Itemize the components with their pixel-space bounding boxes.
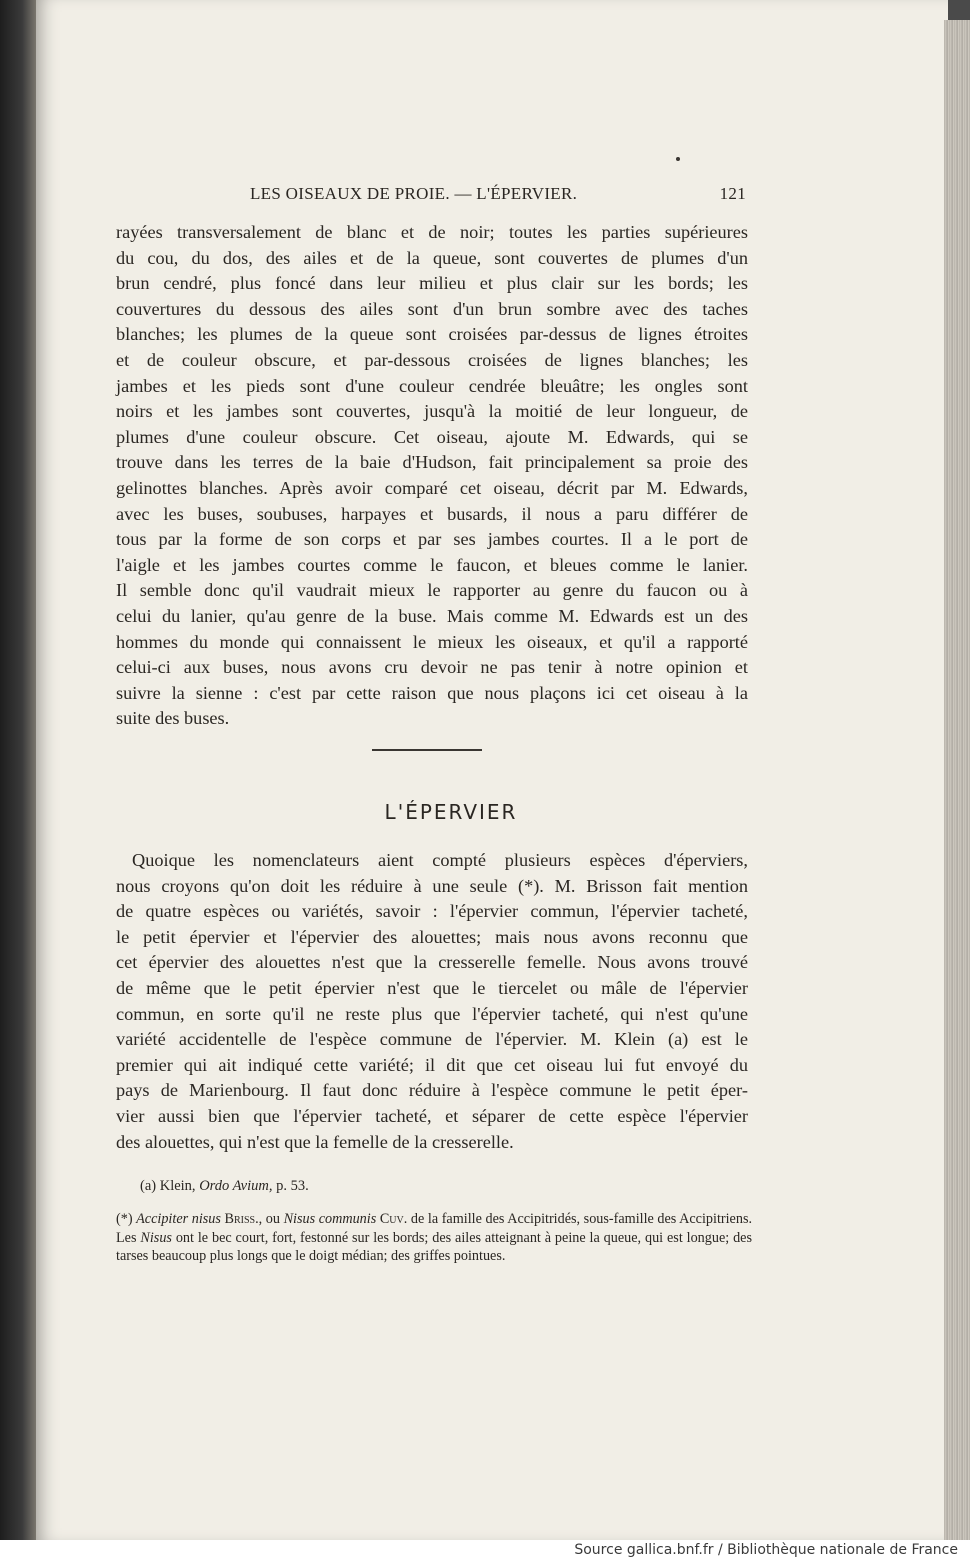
footnote-page: p. 53.	[276, 1178, 309, 1194]
page-number: 121	[719, 184, 746, 203]
text-line: trouve dans les terres de la baie d'Hudson, fait principalement sa proie des	[116, 452, 748, 473]
footnote-text: ont le bec court, fort, festonné sur les bords; des ailes atteignant à peine la queue, qui est longue; des tarses beaucoup plus longs que le doigt médian; des griffes pointues.	[116, 1229, 752, 1264]
text-line: premier qui ait indiqué cette variété; il dit que cet oiseau lui fut envoyé du	[116, 1054, 748, 1075]
text-line: hommes du monde qui connaissent le mieux les oiseaux, et qu'il a rapporté	[116, 631, 748, 652]
text-line: tous par la forme de son corps et par ses jambes courtes. Il a le port de	[116, 529, 748, 550]
text-line: et de couleur obscure, et par-dessous croisées de lignes blanches; les	[116, 349, 748, 370]
text-line: de quatre espèces ou variétés, savoir : l'épervier commun, l'épervier tacheté,	[116, 901, 748, 922]
footnote-star	[116, 1210, 752, 1266]
text-line: l'aigle et les jambes courtes comme le faucon, et bleues comme le lanier.	[116, 554, 748, 575]
text-line: celui du lanier, qu'au genre de la buse. Mais comme M. Edwards est un des	[116, 605, 748, 626]
text-line: Il semble donc qu'il vaudrait mieux le rapporter au genre du faucon ou à	[116, 580, 748, 601]
text-line: celui-ci aux buses, nous avons cru devoir ne pas tenir à notre opinion et	[116, 657, 748, 678]
section-divider-rule	[372, 749, 482, 751]
species-name: Nisus communis	[283, 1211, 377, 1227]
text-line: nous croyons qu'on doit les réduire à une seule (*). M. Brisson fait mention	[116, 875, 748, 896]
text-line: plumes d'une couleur obscure. Cet oiseau, ajoute M. Edwards, qui se	[116, 426, 748, 447]
text-line: Quoique les nomenclateurs aient compté plusieurs espèces d'éperviers,	[132, 850, 748, 870]
footnote-marker: (a)	[140, 1178, 157, 1194]
book-binding-gutter	[0, 0, 40, 1540]
text-line: pays de Marienbourg. Il faut donc réduire à l'espèce commune le petit éper-	[116, 1080, 748, 1101]
page-edges	[944, 20, 970, 1540]
text-line: jambes et les pieds sont d'une couleur cendrée bleuâtre; les ongles sont	[116, 375, 748, 396]
footnote-author: Klein,	[159, 1178, 196, 1194]
text-line: vier aussi bien que l'épervier tacheté, et séparer de cette espèce l'épervier	[116, 1105, 748, 1126]
footnote-text: de la famille des Accipitridés, sous-famille des Accipitriens. Les	[116, 1211, 753, 1246]
species-author: Cuv.	[379, 1211, 408, 1227]
text-line: rayées transversalement de blanc et de noir; toutes les parties supérieures	[116, 222, 748, 242]
text-line: suite des buses.	[116, 708, 230, 729]
text-line: commun, en sorte qu'il ne reste plus que l'épervier tacheté, qui n'est qu'une	[116, 1003, 748, 1024]
source-credit: Source gallica.bnf.fr / Bibliothèque nationale de France	[574, 1542, 958, 1558]
paragraph-continued	[116, 220, 748, 732]
text-line: blanches; les plumes de la queue sont croisées par-dessus de lignes étroites	[116, 324, 748, 345]
text-line: le petit épervier et l'épervier des alouettes; mais nous avons reconnu que	[116, 926, 748, 947]
text-line: couvertures du dessous des ailes sont d'un brun sombre avec des taches	[116, 298, 748, 319]
section-title: L'ÉPERVIER	[384, 800, 518, 824]
text-line: avec les buses, soubuses, harpayes et busards, il nous a paru différer de	[116, 503, 748, 524]
footnote-work-title: Ordo Avium,	[199, 1178, 273, 1194]
text-line: cet épervier des alouettes n'est que la cresserelle femelle. Nous avons trouvé	[116, 952, 748, 973]
species-author: Briss.,	[224, 1211, 263, 1227]
text-line: brun cendré, plus foncé dans leur milieu et plus clair sur les bords; les	[116, 273, 748, 294]
footnote-text: ou	[265, 1211, 280, 1227]
text-line: des alouettes, qui n'est que la femelle de la cresserelle.	[116, 1131, 514, 1152]
footnote-a	[140, 1178, 309, 1195]
text-line: du cou, du dos, des ailes et de la queue, sont couvertes de plumes d'un	[116, 247, 748, 268]
text-line: suivre la sienne : c'est par cette raison que nous plaçons ici cet oiseau à la	[116, 682, 748, 703]
text-line: noirs et les jambes sont couvertes, jusqu'à la moitié de leur longueur, de	[116, 401, 748, 422]
ink-speck	[676, 157, 680, 161]
text-line: variété accidentelle de l'espèce commune de l'épervier. M. Klein (a) est le	[116, 1029, 748, 1050]
paragraph-epervier	[116, 848, 748, 1155]
text-line: de même que le petit épervier n'est que le tiercelet ou mâle de l'épervier	[116, 977, 748, 998]
species-name: Accipiter nisus	[136, 1211, 221, 1227]
footnote-marker: (*)	[116, 1211, 133, 1227]
text-line: gelinottes blanches. Après avoir comparé cet oiseau, décrit par M. Edwards,	[116, 477, 748, 498]
genus-name: Nisus	[140, 1229, 172, 1246]
running-title: LES OISEAUX DE PROIE. — L'ÉPERVIER.	[250, 184, 578, 203]
